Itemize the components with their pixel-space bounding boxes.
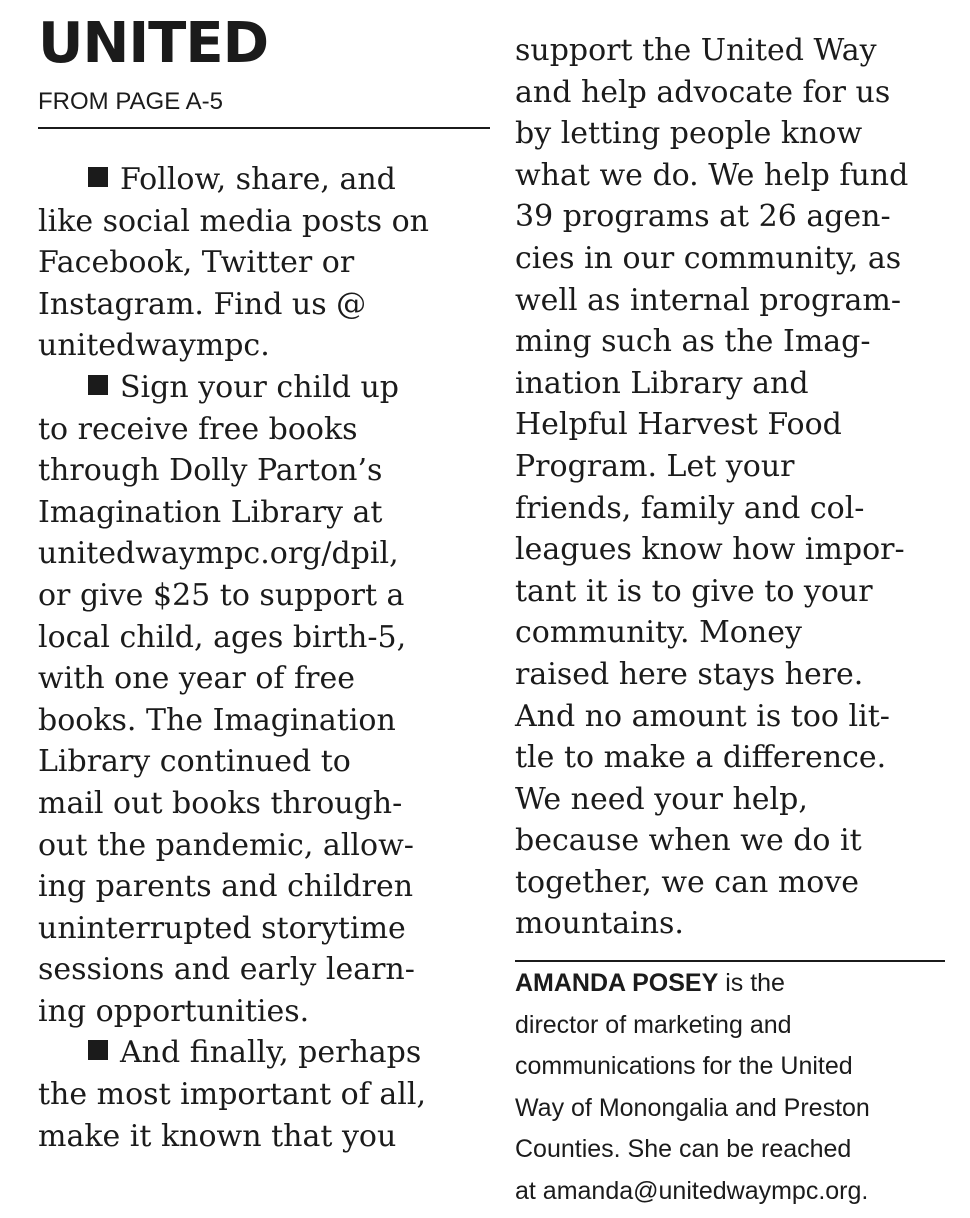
text-line: and help advocate for us — [515, 74, 891, 110]
line-text: with one year of free — [38, 661, 355, 697]
line-text: the most important of all, — [38, 1077, 426, 1113]
bullet-item-start — [38, 367, 429, 409]
square-bullet-icon — [88, 375, 108, 395]
text-line: Helpful Harvest Food — [515, 407, 842, 443]
text-line — [38, 908, 429, 950]
jump-line: FROM PAGE A-5 — [38, 88, 223, 115]
text-line: leagues know how impor- — [515, 532, 905, 568]
bio-line: director of marketing and — [515, 1010, 792, 1039]
text-line: community. Money — [515, 615, 802, 651]
bio-divider — [515, 960, 945, 962]
text-line: together, we can move — [515, 864, 860, 900]
line-text: Follow, share, and — [120, 162, 396, 197]
line-text: books. The Imagination — [38, 702, 396, 738]
line-text: unitedwaympc. — [38, 328, 270, 364]
text-line: ming such as the Imag- — [515, 324, 871, 360]
bullet-item-start — [38, 159, 429, 201]
line-text: unitedwaympc.org/dpil, — [38, 536, 399, 572]
line-text: to receive free books — [38, 411, 358, 447]
text-line: mountains. — [515, 906, 684, 942]
text-line — [38, 825, 429, 867]
line-text: Sign your child up — [120, 369, 399, 405]
author-name: AMANDA POSEY — [515, 969, 719, 997]
text-line — [38, 700, 429, 742]
bio-line: Counties. She can be reached — [515, 1135, 852, 1164]
headline-divider — [38, 127, 490, 129]
text-line — [38, 1116, 429, 1158]
right-column-body — [515, 30, 908, 945]
text-line — [38, 783, 429, 825]
line-text: Instagram. Find us @ — [38, 286, 367, 322]
line-text: Library continued to — [38, 744, 351, 780]
line-text: And finally, perhaps — [120, 1035, 422, 1071]
line-text: like social media posts on — [38, 203, 429, 239]
text-line: 39 programs at 26 agen- — [515, 199, 891, 235]
line-text: sessions and early learn- — [38, 952, 415, 988]
headline: UNITED — [38, 11, 269, 76]
text-line — [38, 617, 429, 659]
text-line: raised here stays here. — [515, 656, 864, 692]
text-line: tle to make a difference. — [515, 740, 887, 776]
line-text: make it known that you — [38, 1118, 397, 1154]
text-line: And no amount is too lit- — [515, 698, 890, 734]
text-line: tant it is to give to your — [515, 573, 873, 609]
square-bullet-icon — [88, 1040, 108, 1060]
text-line — [38, 533, 429, 575]
bio-line: communications for the United — [515, 1052, 853, 1081]
bio-text: is the — [718, 969, 785, 997]
bullet-item-start — [38, 1032, 429, 1074]
text-line — [38, 450, 429, 492]
bio-line: at amanda@unitedwaympc.org. — [515, 1176, 869, 1205]
left-column-body — [38, 159, 429, 1157]
line-text: Imagination Library at — [38, 494, 383, 530]
text-line — [38, 242, 429, 284]
text-line: friends, family and col- — [515, 490, 865, 526]
text-line — [38, 409, 429, 451]
text-line — [38, 741, 429, 783]
line-text: mail out books through- — [38, 785, 403, 821]
text-line — [38, 575, 429, 617]
text-line — [38, 949, 429, 991]
line-text: or give $25 to support a — [38, 577, 405, 613]
bio-line — [515, 968, 870, 1010]
bio-line: Way of Monongalia and Preston — [515, 1093, 870, 1122]
line-text: through Dolly Parton’s — [38, 453, 383, 489]
line-text: uninterrupted storytime — [38, 910, 406, 946]
text-line: cies in our community, as — [515, 240, 902, 276]
text-line — [38, 201, 429, 243]
line-text: out the pandemic, allow- — [38, 827, 414, 863]
text-line — [38, 325, 429, 367]
text-line: We need your help, — [515, 781, 808, 817]
line-text: Facebook, Twitter or — [38, 245, 355, 281]
text-line — [38, 658, 429, 700]
text-line — [38, 492, 429, 534]
text-line: ination Library and — [515, 365, 809, 401]
line-text: ing opportunities. — [38, 993, 310, 1029]
line-text: ing parents and children — [38, 869, 414, 905]
line-text: local child, ages birth-5, — [38, 619, 407, 655]
text-line: support the United Way — [515, 33, 877, 68]
text-line — [38, 1074, 429, 1116]
author-bio — [515, 968, 870, 1218]
text-line: because when we do it — [515, 823, 862, 859]
text-line: by letting people know — [515, 116, 863, 152]
square-bullet-icon — [88, 167, 108, 187]
text-line — [38, 866, 429, 908]
text-line — [38, 991, 429, 1033]
text-line — [38, 284, 429, 326]
text-line: well as internal program- — [515, 282, 902, 318]
text-line: what we do. We help fund — [515, 157, 909, 193]
text-line: Program. Let your — [515, 448, 795, 484]
